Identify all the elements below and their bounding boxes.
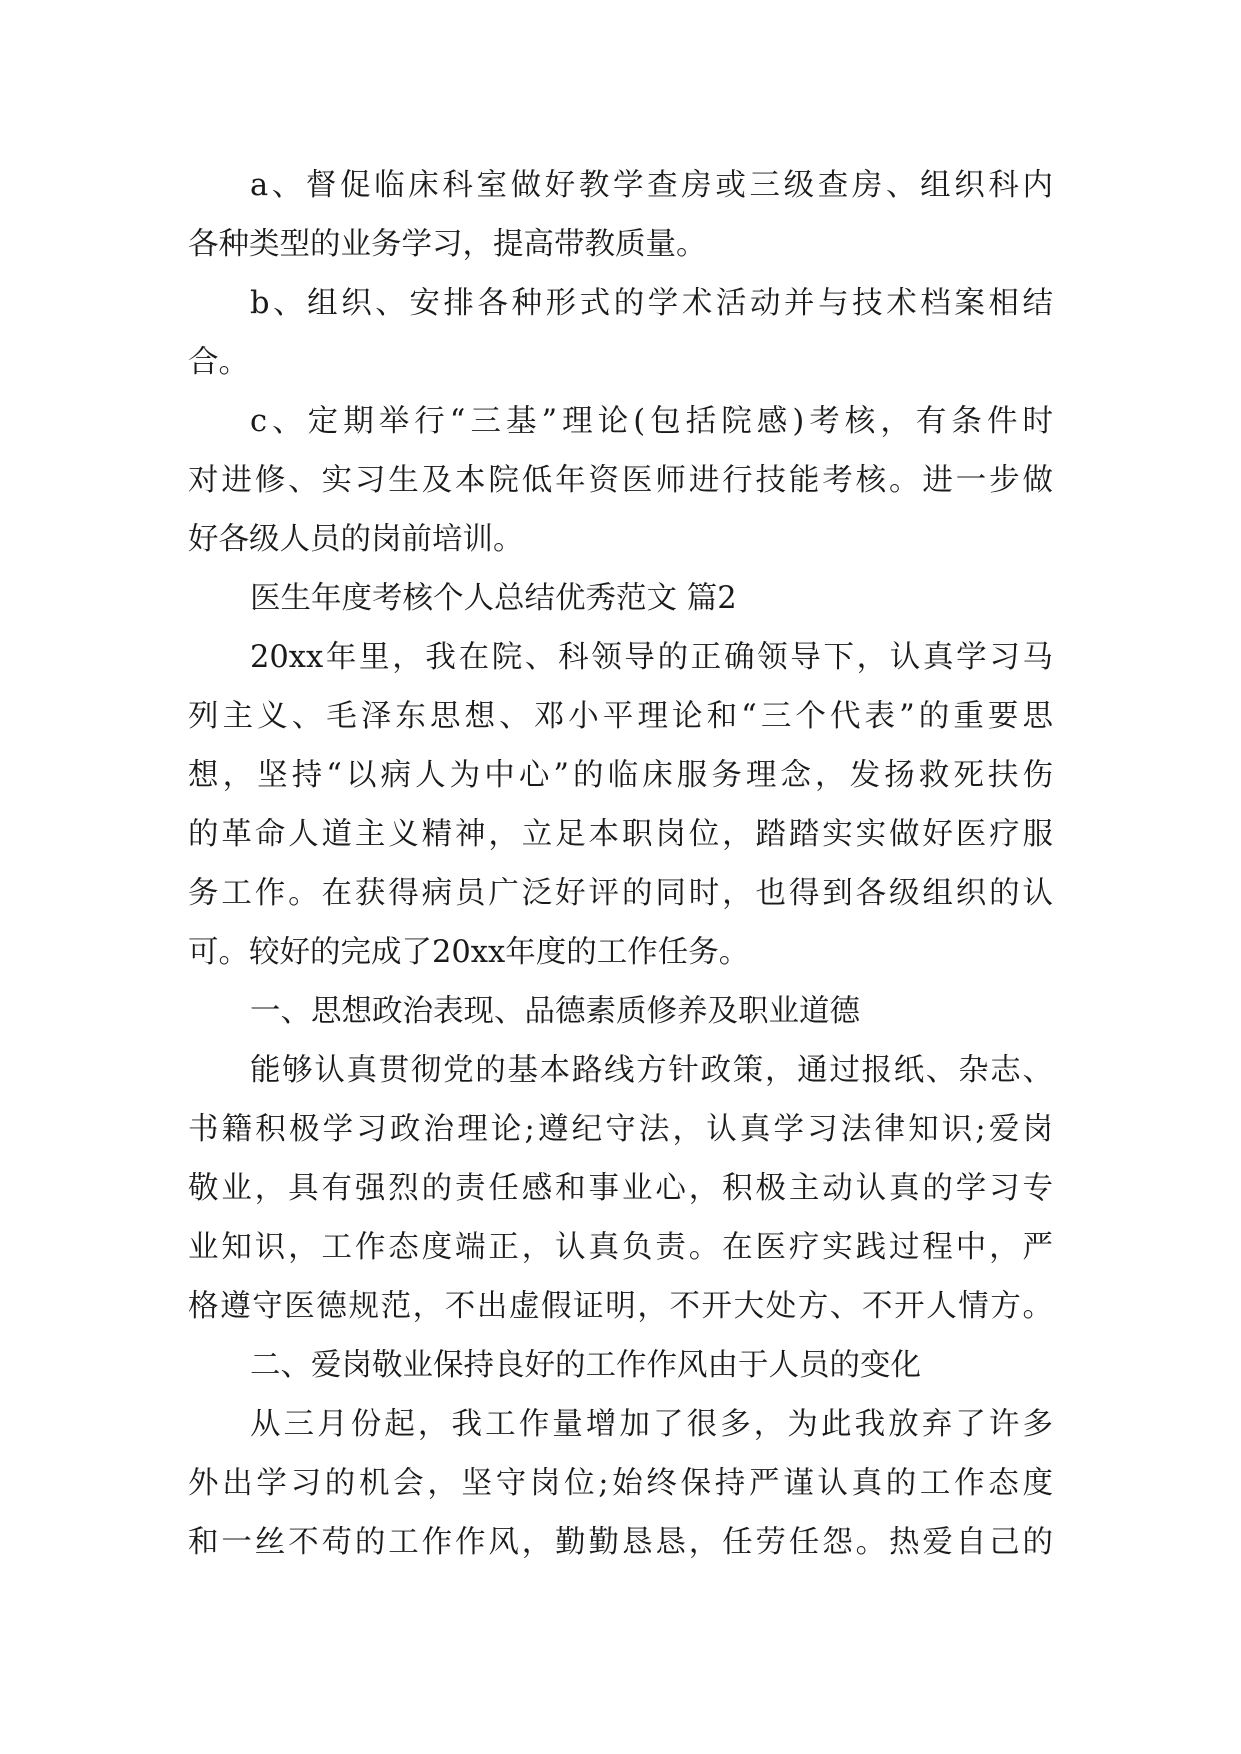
text-line: 格遵守医德规范，不出虚假证明，不开大处方、不开人情方。 xyxy=(188,1289,1053,1324)
section-heading: 二、爱岗敬业保持良好的工作作风由于人员的变化 xyxy=(250,1348,921,1383)
text-line: 书籍积极学习政治理论;遵纪守法，认真学习法律知识;爱岗 xyxy=(188,1112,1053,1147)
text-line: 想，坚持“以病人为中心”的临床服务理念，发扬救死扶伤 xyxy=(188,758,1053,793)
text-line: a、督促临床科室做好教学查房或三级查房、组织科内 xyxy=(250,168,1053,203)
text-line: 从三月份起，我工作量增加了很多，为此我放弃了许多 xyxy=(250,1407,1053,1442)
text-line: 业知识，工作态度端正，认真负责。在医疗实践过程中，严 xyxy=(188,1230,1053,1265)
text-line: 可。较好的完成了20xx年度的工作任务。 xyxy=(188,935,750,970)
text-line: 的革命人道主义精神，立足本职岗位，踏踏实实做好医疗服 xyxy=(188,817,1053,852)
text-line: 合。 xyxy=(188,345,249,380)
text-line: c、定期举行“三基”理论(包括院感)考核，有条件时 xyxy=(250,404,1053,439)
text-line: 和一丝不苟的工作作风，勤勤恳恳，任劳任怨。热爱自己的 xyxy=(188,1525,1053,1560)
text-line: 务工作。在获得病员广泛好评的同时，也得到各级组织的认 xyxy=(188,876,1053,911)
section-title: 医生年度考核个人总结优秀范文 篇2 xyxy=(250,581,737,616)
text-line: 能够认真贯彻党的基本路线方针政策，通过报纸、杂志、 xyxy=(250,1053,1053,1088)
text-line: 外出学习的机会，坚守岗位;始终保持严谨认真的工作态度 xyxy=(188,1466,1053,1501)
text-line: 列主义、毛泽东思想、邓小平理论和“三个代表”的重要思 xyxy=(188,699,1053,734)
text-line: b、组织、安排各种形式的学术活动并与技术档案相结 xyxy=(250,286,1053,321)
text-line: 敬业，具有强烈的责任感和事业心，积极主动认真的学习专 xyxy=(188,1171,1053,1206)
section-heading: 一、思想政治表现、品德素质修养及职业道德 xyxy=(250,994,860,1029)
text-line: 对进修、实习生及本院低年资医师进行技能考核。进一步做 xyxy=(188,463,1053,498)
text-line: 20xx年里，我在院、科领导的正确领导下，认真学习马 xyxy=(250,640,1053,675)
text-line: 好各级人员的岗前培训。 xyxy=(188,522,524,557)
text-line: 各种类型的业务学习，提高带教质量。 xyxy=(188,227,707,262)
